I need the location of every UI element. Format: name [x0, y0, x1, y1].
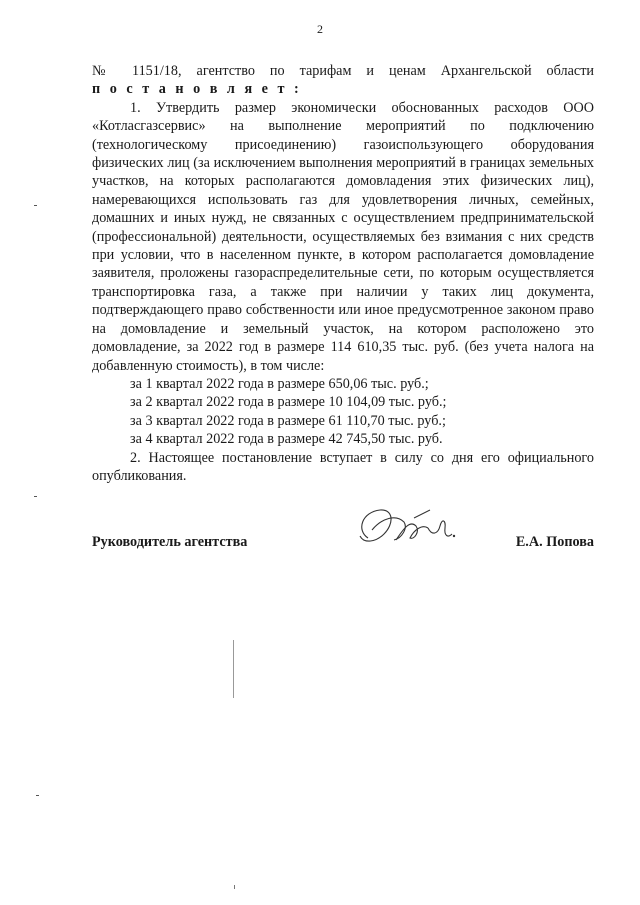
quarter-2-amount: за 2 квартал 2022 года в размере 10 104,09 тыс. руб.; — [130, 394, 447, 411]
clause-1: 1. Утвердить размер экономически обоснованных расходов ООО «Котласгазсервис» на выполнение мероприятий по подключению (технологическому присоединению) газоиспользующего оборудования физических лиц (за исключением выполнения мероприятий в границах земельных участков, на которых располагаются домовладения этих физических лиц), намеревающихся использовать газ для удовлетворения личных, семейных, домашних и иных нужд, не связанных с осуществлением предпринимательской (профессиональной) деятельности, осуществляемых без взимания с них средств при условии, что в населенном пункте, в котором располагается домовладение заявителя, проложены газораспределительные сети, по которым осуществляется транспортировка газа, а также при наличии у таких лиц документа, подтверждающего право собственности или иное предусмотренное законом право на домовладение и земельный участок, на котором расположено это домовладение, за 2022 год в размере 114 610,35 тыс. руб. (без учета налога на добавленную стоимость), в том числе: — [92, 99, 594, 374]
margin-mark — [233, 640, 234, 698]
quarter-4-amount: за 4 квартал 2022 года в размере 42 745,50 тыс. руб. — [130, 431, 443, 448]
margin-mark — [34, 496, 37, 497]
document-body — [92, 62, 594, 485]
signatory-position: Руководитель агентства — [92, 534, 248, 550]
intro-line: № 1151/18, агентство по тарифам и ценам Архангельской области — [92, 63, 594, 79]
quarter-1-amount: за 1 квартал 2022 года в размере 650,06 тыс. руб.; — [130, 375, 429, 392]
signatory-name: Е.А. Попова — [515, 534, 594, 550]
quarter-3-amount: за 3 квартал 2022 года в размере 61 110,70 тыс. руб.; — [130, 412, 446, 429]
margin-mark — [34, 205, 37, 206]
margin-mark — [36, 795, 39, 796]
page-number: 2 — [317, 22, 323, 36]
clause-2: 2. Настоящее постановление вступает в силу со дня его официального опубликования. — [92, 449, 594, 484]
decree-word: п о с т а н о в л я е т : — [92, 81, 302, 98]
signature-block — [92, 530, 594, 554]
margin-mark — [234, 885, 235, 889]
handwritten-signature — [350, 500, 460, 560]
